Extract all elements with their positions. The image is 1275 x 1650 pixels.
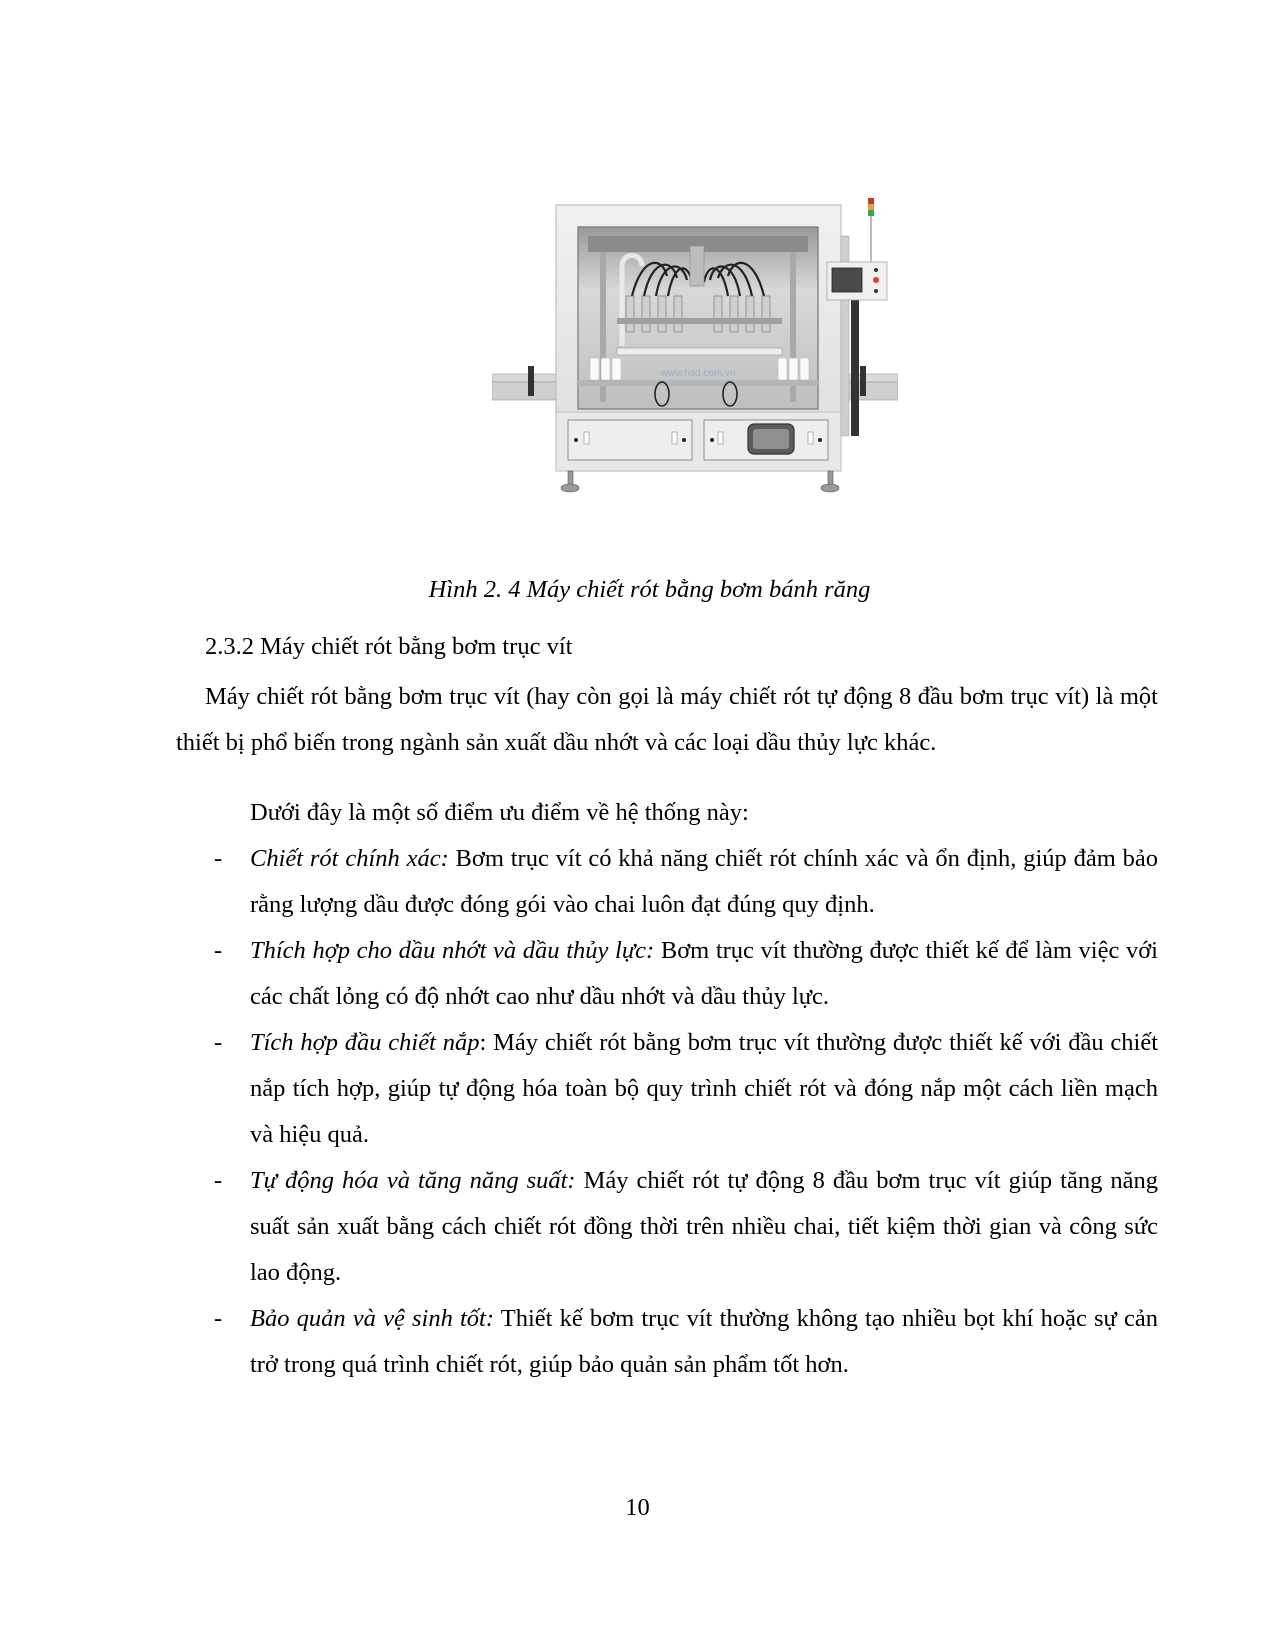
list-item [176,1020,1158,1158]
section-heading: 2.3.2 Máy chiết rót bằng bơm trục vít [205,633,573,660]
bullet-dash: - [214,1167,223,1194]
bullet-term: Tích hợp đầu chiết nắp [250,1029,480,1056]
bullet-term: Bảo quản và vệ sinh tốt: [250,1305,495,1332]
advantages-list [176,836,1158,1388]
bullet-text: Bơm trục vít có khả năng chiết rót chính xác và ổn định, giúp đảm bảo rằng lượng dầu được đóng gói vào chai luôn đạt đúng quy định. [250,845,1158,918]
bullet-text: Thiết kế bơm trục vít thường không tạo nhiều bọt khí hoặc sự cản trở trong quá trình chiết rót, giúp bảo quản sản phẩm tốt hơn. [250,1305,1159,1378]
list-item [176,928,1158,1020]
bullet-dash: - [214,937,223,964]
bullet-dash: - [214,845,223,872]
watermark: www.hsd.com.vn [660,368,736,379]
advantages-intro: Dưới đây là một số điểm ưu điểm về hệ thống này: [250,799,749,826]
bullet-term: Chiết rót chính xác: [250,845,449,872]
bullet-term: Tự động hóa và tăng năng suất: [250,1167,576,1194]
list-item [176,1158,1158,1296]
figure-caption: Hình 2. 4 Máy chiết rót bằng bơm bánh răng [428,576,871,603]
bullet-text: : Máy chiết rót bằng bơm trục vít thường được thiết kế với đầu chiết nắp tích hợp, giúp tự động hóa toàn bộ quy trình chiết rót và đóng nắp một cách liền mạch và hiệu quả. [250,1029,1159,1148]
bullet-term: Thích hợp cho dầu nhớt và dầu thủy lực: [250,937,655,964]
filling-machine-illustration [492,196,898,506]
list-item [176,836,1158,928]
list-item [176,1296,1158,1388]
figure-machine-image [492,196,898,506]
section-paragraph: Máy chiết rót bằng bơm trục vít (hay còn gọi là máy chiết rót tự động 8 đầu bơm trục vít) là một thiết bị phổ biến trong ngành sản xuất dầu nhớt và các loại dầu thủy lực khác. [176,683,1158,756]
bullet-dash: - [214,1029,223,1056]
bullet-text: Máy chiết rót tự động 8 đầu bơm trục vít giúp tăng năng suất sản xuất bằng cách chiết rót đồng thời trên nhiều chai, tiết kiệm thời gian và công sức lao động. [250,1167,1158,1286]
page-number: 10 [625,1494,650,1521]
bullet-text: Bơm trục vít thường được thiết kế để làm việc với các chất lỏng có độ nhớt cao như dầu nhớt và dầu thủy lực. [250,937,1158,1010]
bullet-dash: - [214,1305,223,1332]
